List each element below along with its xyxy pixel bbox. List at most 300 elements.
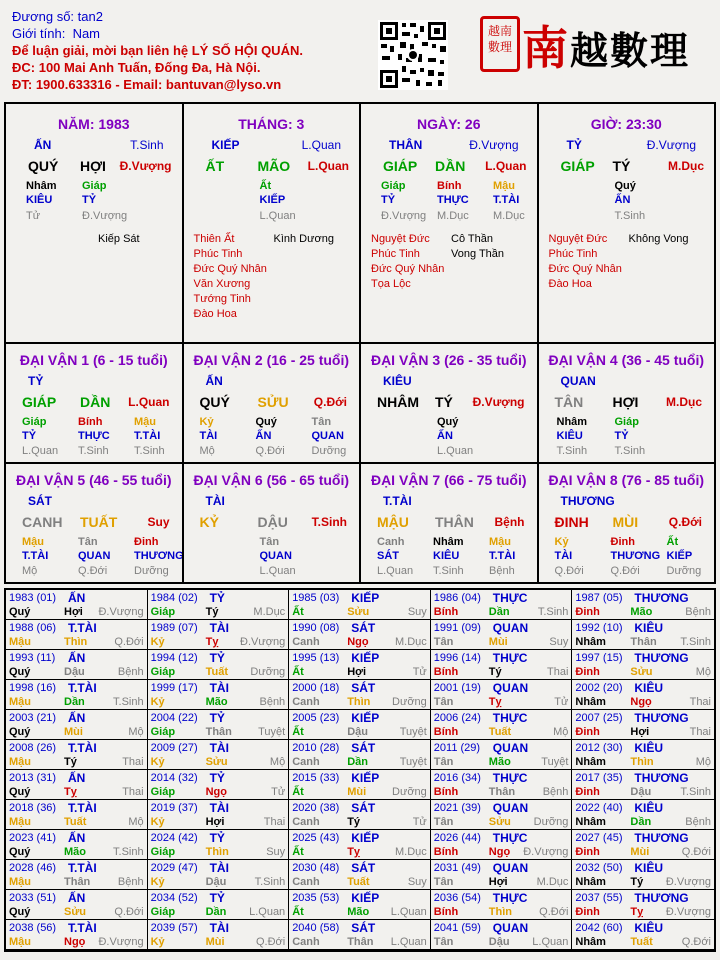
year-god: QUAN (492, 741, 529, 755)
year-label: 2033 (51) (9, 892, 57, 904)
pillar-branch: DẦN (435, 158, 466, 174)
year-label: 2038 (56) (9, 922, 57, 934)
hidden-stem: Đinh (134, 536, 159, 548)
year-branch: Dậu (64, 666, 85, 678)
year-branch: Tuất (488, 726, 512, 738)
year-phase: Q.Đới (681, 846, 711, 858)
year-branch: Tỵ (205, 636, 219, 648)
pillar-title: NGÀY: 26 (416, 116, 481, 132)
dai-van-stem: NHÂM (377, 394, 419, 410)
year-cell (572, 650, 714, 680)
year-phase: Suy (407, 606, 427, 618)
year-phase: Dưỡng (533, 816, 569, 828)
star-left: Đào Hoa (193, 308, 237, 320)
hidden-phase: Đ.Vượng (381, 210, 427, 222)
year-phase: Thai (122, 786, 144, 798)
star-left: Phúc Tinh (193, 248, 243, 260)
year-god: SÁT (351, 621, 376, 635)
year-label: 2035 (53) (292, 892, 340, 904)
year-branch: Dần (205, 906, 227, 918)
year-label: 2034 (52) (150, 892, 198, 904)
hidden-god: T.TÀI (493, 194, 520, 206)
yearly-luck-table (4, 588, 716, 952)
year-stem: Đinh (575, 786, 600, 798)
hidden-god: QUAN (259, 550, 292, 562)
year-stem: Tân (433, 876, 454, 888)
year-phase: Bệnh (117, 876, 144, 888)
year-branch: Thân (64, 876, 91, 888)
hidden-god: TỶ (22, 430, 37, 442)
dai-van-god: ẤN (205, 374, 223, 388)
year-stem: Ất (292, 906, 304, 918)
year-god: THƯƠNG (634, 711, 689, 725)
hidden-stem: Mậu (22, 536, 44, 548)
year-branch: Tỵ (64, 786, 77, 798)
pillar-phase-top: Đ.Vượng (469, 138, 519, 152)
year-branch: Sửu (64, 906, 87, 918)
year-stem: Ất (292, 786, 304, 798)
hidden-phase: Tử (26, 210, 41, 222)
year-cell (6, 590, 148, 620)
year-god: QUAN (492, 801, 529, 815)
year-label: 1985 (03) (292, 592, 340, 604)
year-stem: Kỷ (150, 696, 165, 708)
year-branch: Tuất (347, 876, 370, 888)
star-right: Kiếp Sát (98, 233, 140, 245)
year-branch: Thìn (488, 906, 513, 918)
year-stem: Kỷ (150, 816, 165, 828)
year-cell (148, 890, 290, 920)
phone-email-line: ĐT: 1900.633316 - Email: bantuvan@lyso.vn (12, 77, 282, 92)
header-info (12, 8, 303, 93)
year-branch: Mùi (347, 786, 367, 798)
hidden-phase: L.Quan (437, 445, 474, 457)
dai-van-title: ĐẠI VẬN 6 (56 - 65 tuổi) (193, 472, 350, 488)
year-stem: Quý (9, 846, 31, 858)
hidden-god: THỰC (78, 430, 110, 442)
year-phase: Đ.Vượng (240, 636, 286, 648)
year-label: 2017 (35) (575, 772, 623, 784)
hidden-phase: Mộ (199, 445, 215, 457)
hidden-stem: Nhâm (433, 536, 464, 548)
pillar-3 (359, 104, 537, 342)
hidden-stem: Nhâm (556, 416, 588, 428)
year-branch: Mùi (64, 726, 83, 738)
hidden-god: QUAN (311, 430, 344, 442)
year-phase: Suy (549, 636, 569, 648)
year-branch: Tuất (205, 666, 228, 678)
pillar-title: NĂM: 1983 (57, 116, 130, 132)
year-phase: Thai (122, 756, 144, 768)
year-label: 2002 (20) (575, 682, 623, 694)
year-cell (572, 740, 714, 770)
year-god: THỰC (492, 591, 528, 605)
year-phase: Suy (266, 846, 286, 858)
year-god: QUAN (492, 621, 529, 635)
year-branch: Dậu (347, 726, 368, 738)
year-branch: Mão (630, 606, 653, 618)
dai-van-branch: DẦN (80, 394, 111, 410)
year-label: 2023 (41) (9, 832, 57, 844)
year-phase: M.Dục (253, 606, 286, 618)
dai-van-title: ĐẠI VẬN 3 (26 - 35 tuổi) (370, 352, 527, 368)
year-stem: Nhâm (575, 936, 606, 948)
dai-van-3 (359, 344, 537, 462)
year-phase: Q.Đới (114, 906, 144, 918)
year-stem: Đinh (575, 726, 600, 738)
year-phase: T.Sinh (113, 696, 144, 708)
year-stem: Mậu (9, 816, 31, 828)
year-label: 2036 (54) (433, 892, 481, 904)
year-phase: Tuyệt (541, 756, 569, 768)
year-stem: Tân (433, 936, 454, 948)
year-stem: Quý (9, 906, 31, 918)
year-branch: Sửu (347, 606, 370, 618)
year-label: 2027 (45) (575, 832, 623, 844)
year-branch: Tuất (64, 816, 87, 828)
star-left: Nguyệt Đức (371, 233, 430, 245)
hidden-phase: Mộ (22, 565, 38, 577)
year-cell (289, 710, 431, 740)
year-god: THƯƠNG (634, 651, 689, 665)
year-branch: Thìn (64, 636, 88, 648)
hidden-phase: T.Sinh (134, 445, 165, 457)
year-label: 1991 (09) (433, 622, 481, 634)
dai-van-god: THƯƠNG (560, 494, 615, 508)
hidden-phase: Dưỡng (311, 445, 347, 457)
year-cell (431, 920, 573, 950)
hidden-god: TÀI (199, 430, 218, 442)
year-phase: Q.Đới (681, 936, 711, 948)
year-stem: Bính (433, 786, 459, 798)
year-god: ẤN (68, 891, 86, 905)
year-stem: Ất (292, 846, 304, 858)
year-stem: Giáp (150, 726, 176, 738)
hidden-stem: Quý (437, 416, 459, 428)
year-stem: Đinh (575, 906, 600, 918)
star-left: Nguyệt Đức (548, 233, 608, 245)
dai-van-7 (359, 464, 537, 582)
dai-van-phase: T.Sinh (311, 515, 347, 529)
pillar-1 (6, 104, 182, 342)
dai-van-god: QUAN (560, 374, 596, 388)
dai-van-stem: KỶ (199, 514, 219, 530)
year-stem: Quý (9, 786, 31, 798)
year-label: 2042 (60) (575, 922, 623, 934)
pillar-stem: QUÝ (28, 158, 59, 174)
hidden-phase: T.Sinh (556, 445, 588, 457)
dai-van-stem: CANH (22, 514, 63, 530)
year-stem: Nhâm (575, 756, 606, 768)
year-label: 2041 (59) (433, 922, 481, 934)
year-label: 2030 (48) (292, 862, 340, 874)
year-phase: L.Quan (532, 936, 569, 948)
year-cell (572, 620, 714, 650)
year-cell (6, 740, 148, 770)
year-stem: Giáp (150, 786, 176, 798)
year-god: T.TÀI (68, 621, 97, 635)
year-branch: Thân (205, 726, 232, 738)
pillar-stem-god: KIẾP (211, 138, 240, 152)
year-stem: Giáp (150, 666, 176, 678)
dai-van-2 (182, 344, 360, 462)
hidden-god: ẤN (437, 430, 453, 442)
hidden-god: QUAN (78, 550, 111, 562)
hidden-stem: Ất (259, 180, 272, 192)
hidden-god: TỶ (381, 194, 396, 206)
year-branch: Ngọ (347, 636, 369, 648)
year-branch: Sửu (488, 816, 511, 828)
dai-van-phase: Q.Đới (313, 395, 347, 409)
year-god: THỰC (492, 711, 528, 725)
address-line: ĐC: 100 Mai Anh Tuấn, Đống Đa, Hà Nội. (12, 60, 261, 75)
hidden-god: KIẾP (259, 194, 286, 206)
year-label: 2021 (39) (433, 802, 481, 814)
year-cell (572, 890, 714, 920)
year-phase: Q.Đới (255, 936, 286, 948)
year-cell (431, 620, 573, 650)
year-branch: Dần (630, 816, 652, 828)
year-branch: Mão (64, 846, 86, 858)
year-god: KIÊU (634, 921, 664, 935)
year-stem: Canh (292, 876, 320, 888)
year-god: T.TÀI (68, 801, 97, 815)
year-god: ẤN (68, 711, 86, 725)
year-stem: Đinh (575, 666, 600, 678)
year-god: SÁT (351, 861, 376, 875)
year-branch: Thân (347, 936, 374, 948)
year-branch: Tý (630, 876, 644, 888)
year-god: TÀI (209, 921, 229, 935)
year-cell (572, 920, 714, 950)
year-stem: Đinh (575, 606, 600, 618)
year-branch: Mão (488, 756, 511, 768)
dai-van-god: TỶ (28, 374, 44, 388)
year-branch: Hợi (488, 876, 508, 888)
year-label: 1992 (10) (575, 622, 623, 634)
hidden-stem: Nhâm (26, 180, 57, 192)
year-cell (148, 710, 290, 740)
hidden-god: THỰC (437, 194, 469, 206)
dai-van-phase: M.Dục (666, 395, 702, 409)
year-stem: Giáp (150, 606, 176, 618)
year-label: 2026 (44) (433, 832, 481, 844)
hidden-stem: Quý (614, 180, 636, 192)
dai-van-row-1 (6, 342, 714, 462)
year-label: 2000 (18) (292, 682, 340, 694)
year-god: THỰC (492, 831, 528, 845)
year-branch: Dậu (488, 936, 510, 948)
year-stem: Giáp (150, 906, 176, 918)
hidden-phase: Q.Đới (78, 565, 108, 577)
dai-van-branch: SỬU (257, 394, 289, 410)
year-branch: Tý (347, 816, 361, 828)
dai-van-branch: MÙI (612, 514, 639, 530)
year-cell (289, 680, 431, 710)
year-label: 2006 (24) (433, 712, 481, 724)
year-cell (6, 830, 148, 860)
star-left: Đào Hoa (548, 278, 592, 290)
dai-van-title: ĐẠI VẬN 1 (6 - 15 tuổi) (19, 352, 168, 368)
year-phase: L.Quan (390, 906, 427, 918)
pillar-branch: HỢI (80, 158, 106, 174)
year-stem: Kỷ (150, 756, 165, 768)
year-label: 2019 (37) (150, 802, 198, 814)
qr-code-icon (378, 20, 448, 90)
pillar-4 (537, 104, 715, 342)
year-cell (572, 860, 714, 890)
star-right: Cô Thần (451, 233, 493, 245)
year-branch: Tuất (630, 936, 653, 948)
year-cell (148, 740, 290, 770)
year-cell (572, 710, 714, 740)
year-label: 1996 (14) (433, 652, 481, 664)
year-cell (289, 800, 431, 830)
dai-van-title: ĐẠI VẬN 7 (66 - 75 tuổi) (370, 472, 527, 488)
year-branch: Dần (64, 696, 85, 708)
year-god: THƯƠNG (634, 831, 689, 845)
year-phase: Suy (407, 876, 427, 888)
year-branch: Sửu (205, 756, 228, 768)
star-left: Thiên Ất (193, 233, 235, 245)
year-label: 2040 (58) (292, 922, 340, 934)
year-stem: Tân (433, 816, 454, 828)
year-stem: Quý (9, 726, 31, 738)
year-god: THƯƠNG (634, 771, 689, 785)
duong-so-label: Đương số: (12, 9, 75, 24)
hidden-stem: Giáp (22, 416, 47, 428)
year-cell (289, 920, 431, 950)
year-label: 1984 (02) (150, 592, 198, 604)
year-phase: Mộ (128, 726, 144, 738)
year-stem: Quý (9, 666, 31, 678)
year-cell (148, 650, 290, 680)
year-phase: T.Sinh (680, 786, 711, 798)
seal-logo: 越南 數理 (480, 16, 520, 72)
dai-van-row-2 (6, 462, 714, 582)
year-label: 2005 (23) (292, 712, 340, 724)
year-branch: Tý (64, 756, 77, 768)
hidden-phase: M.Dục (493, 210, 525, 222)
year-label: 2039 (57) (150, 922, 198, 934)
hidden-god: KIẾP (666, 550, 693, 562)
year-stem: Kỷ (150, 936, 165, 948)
dai-van-phase: Bệnh (494, 515, 525, 529)
year-cell (289, 830, 431, 860)
year-god: TỶ (209, 891, 225, 905)
year-branch: Ngọ (488, 846, 511, 858)
dai-van-god: T.TÀI (383, 494, 412, 508)
hidden-stem: Giáp (82, 180, 107, 192)
year-god: KIẾP (351, 711, 380, 725)
year-branch: Ngọ (205, 786, 227, 798)
year-phase: Đ.Vượng (98, 936, 144, 948)
pillar-phase-top: L.Quan (301, 138, 341, 152)
year-god: SÁT (351, 921, 376, 935)
year-label: 1986 (04) (433, 592, 481, 604)
year-phase: T.Sinh (254, 876, 286, 888)
year-god: TÀI (209, 801, 229, 815)
hidden-god: TỶ (614, 430, 629, 442)
year-label: 1997 (15) (575, 652, 623, 664)
year-god: KIÊU (634, 861, 664, 875)
dai-van-stem: ĐINH (554, 514, 589, 530)
star-left: Tướng Tinh (193, 293, 251, 305)
year-label: 2020 (38) (292, 802, 340, 814)
year-god: SÁT (351, 801, 376, 815)
year-stem: Bính (433, 906, 459, 918)
year-phase: Tử (412, 666, 427, 678)
year-label: 2032 (50) (575, 862, 623, 874)
year-branch: Tỵ (488, 696, 502, 708)
year-cell (6, 650, 148, 680)
year-phase: Q.Đới (114, 636, 144, 648)
year-stem: Mậu (9, 936, 31, 948)
year-god: KIẾP (351, 651, 380, 665)
year-god: ẤN (68, 831, 86, 845)
year-cell (431, 590, 573, 620)
year-stem: Bính (433, 726, 459, 738)
year-label: 2004 (22) (150, 712, 198, 724)
year-god: KIÊU (634, 801, 664, 815)
hidden-god: SÁT (377, 550, 399, 562)
year-branch: Hợi (630, 726, 650, 738)
pillar-phase: M.Dục (668, 159, 704, 173)
year-cell (6, 710, 148, 740)
dai-van-4 (537, 344, 715, 462)
year-stem: Bính (433, 606, 459, 618)
year-cell (431, 800, 573, 830)
year-phase: M.Dục (395, 636, 427, 648)
star-left: Tọa Lộc (371, 278, 411, 290)
hidden-god: TÀI (554, 550, 573, 562)
pillar-stem: GIÁP (383, 158, 418, 174)
year-god: KIẾP (351, 831, 380, 845)
hidden-phase: Q.Đới (554, 565, 584, 577)
dai-van-title: ĐẠI VẬN 5 (46 - 55 tuổi) (15, 472, 172, 488)
year-cell (148, 800, 290, 830)
hidden-phase: Q.Đới (610, 565, 640, 577)
year-label: 2003 (21) (9, 712, 57, 724)
year-god: SÁT (351, 681, 376, 695)
dai-van-branch: TUẤT (80, 514, 118, 530)
hidden-stem: Đinh (610, 536, 635, 548)
hidden-stem: Canh (377, 536, 405, 548)
dai-van-god: KIÊU (383, 374, 412, 388)
hidden-stem: Tân (78, 536, 98, 548)
year-god: KIÊU (634, 681, 664, 695)
year-cell (572, 830, 714, 860)
dai-van-title: ĐẠI VẬN 4 (36 - 45 tuổi) (548, 352, 705, 368)
hidden-god: T.TÀI (489, 550, 516, 562)
hidden-stem: Giáp (381, 180, 406, 192)
year-label: 1987 (05) (575, 592, 623, 604)
year-cell (431, 740, 573, 770)
pillar-stem-god: TỶ (566, 138, 582, 152)
year-stem: Nhâm (575, 696, 606, 708)
pillar-phase: L.Quan (307, 159, 349, 173)
year-branch: Tý (205, 606, 219, 618)
year-stem: Ất (292, 606, 304, 618)
hidden-god: KIÊU (26, 194, 53, 206)
hidden-stem: Tân (311, 416, 332, 428)
hidden-phase: Đ.Vượng (82, 210, 128, 222)
year-label: 2009 (27) (150, 742, 198, 754)
year-cell (148, 830, 290, 860)
hidden-stem: Kỷ (554, 536, 569, 548)
gioi-tinh-line (12, 25, 303, 42)
year-stem: Kỷ (150, 876, 165, 888)
